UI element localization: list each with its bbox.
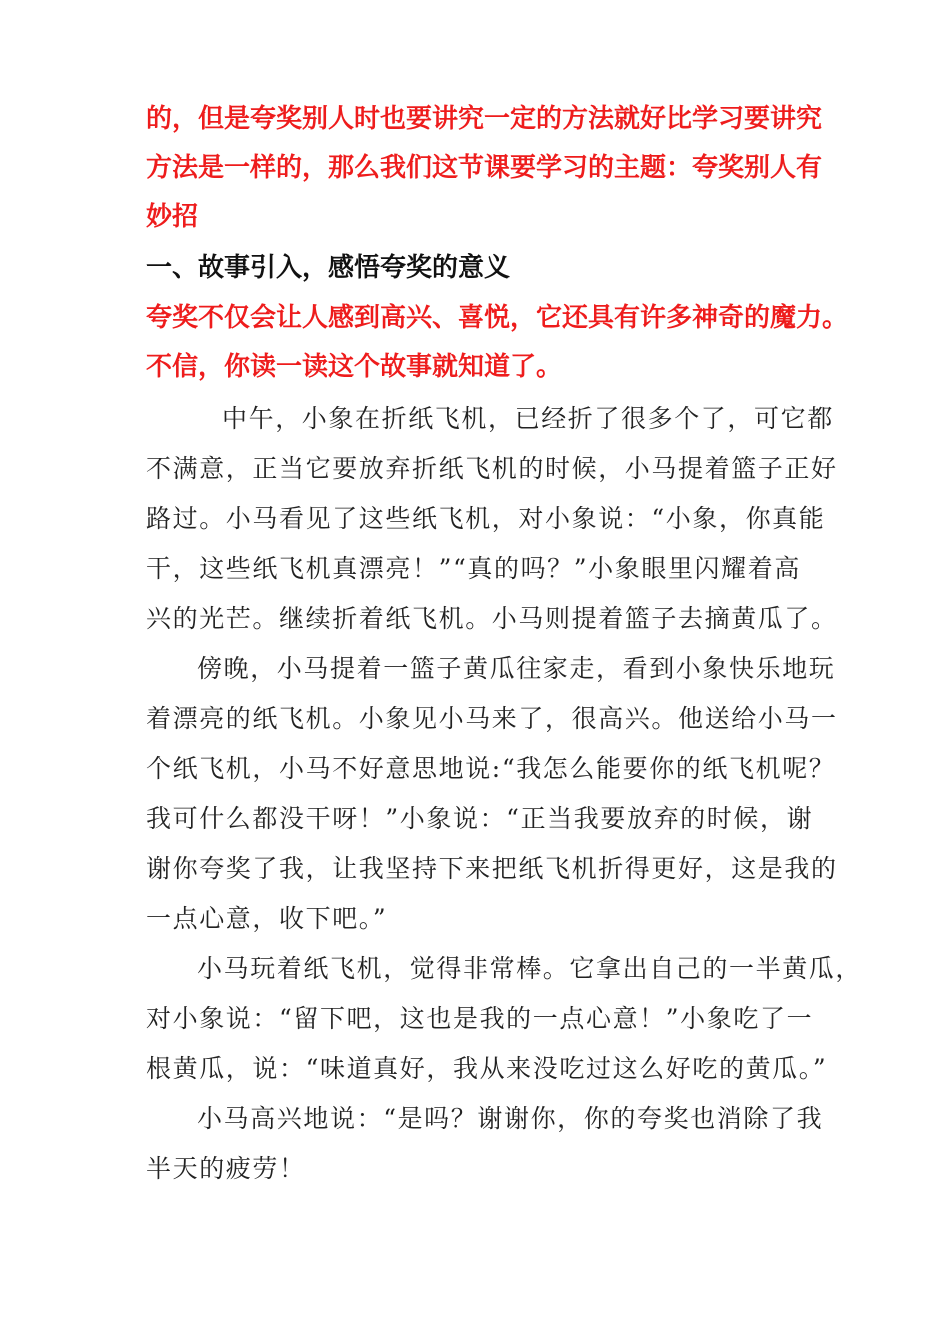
story-line: 不满意，正当它要放弃折纸飞机的时候，小马提着篮子正好: [146, 454, 838, 483]
lead-line: 夸奖不仅会让人感到高兴、喜悦，它还具有许多神奇的魔力。: [146, 303, 849, 333]
intro-line: 妙招: [146, 202, 199, 232]
story-line: 谢你夸奖了我，让我坚持下来把纸飞机折得更好，这是我的: [146, 854, 838, 883]
story-line: 路过。小马看见了这些纸飞机，对小象说：“小象，你真能: [146, 504, 826, 533]
intro-line: 的，但是夸奖别人时也要讲究一定的方法就好比学习要讲究: [146, 104, 823, 134]
section-heading: 一、故事引入，感悟夸奖的意义: [146, 253, 511, 283]
story-line: 小马高兴地说：“是吗？谢谢你，你的夸奖也消除了我: [197, 1104, 824, 1133]
story-line: 小马玩着纸飞机，觉得非常棒。它拿出自己的一半黄瓜，: [197, 954, 863, 983]
story-line: 着漂亮的纸飞机。小象见小马来了，很高兴。他送给小马一: [146, 704, 838, 733]
story-line: 半天的疲劳！: [146, 1154, 306, 1183]
story-line: 干，这些纸飞机真漂亮！”“真的吗？”小象眼里闪耀着高: [146, 554, 801, 583]
story-line: 一点心意，收下吧。”: [146, 904, 388, 933]
story-line: 傍晚，小马提着一篮子黄瓜往家走，看到小象快乐地玩: [197, 654, 836, 683]
lead-line: 不信，你读一读这个故事就知道了。: [146, 352, 563, 382]
story-line: 对小象说：“留下吧，这也是我的一点心意！”小象吃了一: [146, 1004, 814, 1033]
story-line: 我可什么都没干呀！”小象说：“正当我要放弃的时候，谢: [146, 804, 814, 833]
story-line: 个纸飞机，小马不好意思地说:“我怎么能要你的纸飞机呢？: [146, 754, 836, 783]
story-line: 中午，小象在折纸飞机，已经折了很多个了，可它都: [222, 404, 834, 433]
story-line: 兴的光芒。继续折着纸飞机。小马则提着篮子去摘黄瓜了。: [146, 604, 838, 633]
story-line: 根黄瓜，说：“味道真好，我从来没吃过这么好吃的黄瓜。”: [146, 1054, 828, 1083]
intro-line: 方法是一样的，那么我们这节课要学习的主题：夸奖别人有: [146, 153, 823, 183]
